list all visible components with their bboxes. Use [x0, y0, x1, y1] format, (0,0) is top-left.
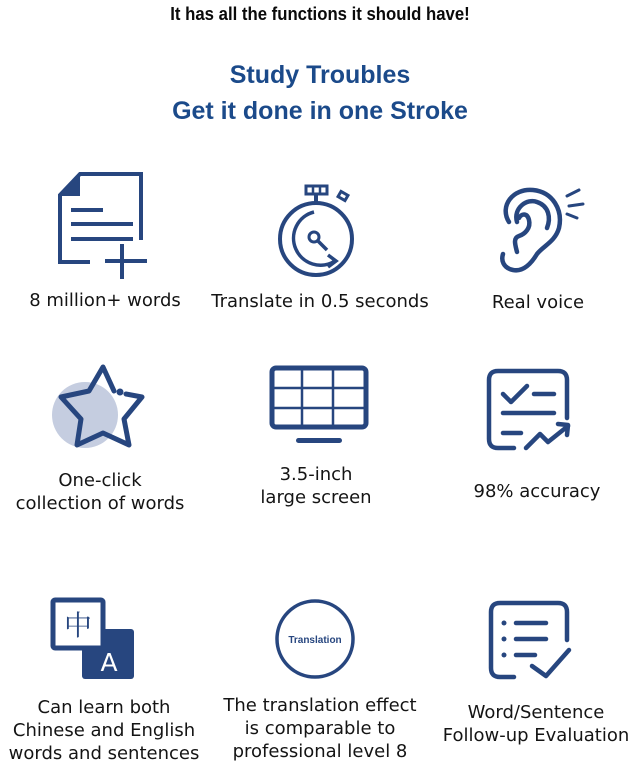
- checklist-trend-icon: [486, 368, 572, 452]
- feature-label: The translation effect is comparable to professional level 8: [223, 695, 417, 762]
- feature-follow-up-evaluation: [430, 590, 640, 767]
- svg-text:Translation: Translation: [288, 635, 342, 646]
- svg-text:A: A: [100, 648, 118, 677]
- feature-label: Can learn both Chinese and English words and sentences: [8, 697, 200, 764]
- chinese-english-icon: [50, 597, 136, 681]
- headline: It has all the functions it should have!: [170, 4, 470, 24]
- feature-large-screen: [210, 355, 430, 525]
- stopwatch-icon: [278, 182, 368, 278]
- feature-label: Word/Sentence Follow-up Evaluation: [442, 702, 630, 746]
- document-add-icon: [55, 170, 150, 280]
- star-icon: [50, 361, 150, 453]
- feature-chinese-english: [0, 590, 210, 767]
- feature-collection: [0, 355, 210, 525]
- feature-translate-speed: [210, 160, 430, 320]
- evaluation-list-icon: [488, 600, 572, 680]
- feature-translation-quality: [210, 590, 430, 767]
- feature-words: [0, 160, 210, 320]
- title-line-2: Get it done in one Stroke: [172, 97, 468, 125]
- feature-label: Translate in 0.5 seconds: [211, 291, 429, 312]
- ear-icon: [497, 184, 587, 276]
- title-line-1: Study Troubles: [229, 61, 411, 89]
- feature-label: 3.5-inch large screen: [260, 464, 372, 508]
- svg-text:中: 中: [63, 609, 93, 642]
- feature-label: 98% accuracy: [473, 481, 601, 502]
- monitor-icon: [269, 365, 369, 447]
- feature-real-voice: [430, 160, 640, 320]
- translation-badge-icon: [274, 598, 356, 680]
- feature-label: Real voice: [491, 292, 585, 313]
- feature-label: One-click collection of words: [15, 470, 185, 514]
- feature-label: 8 million+ words: [29, 290, 181, 311]
- feature-accuracy: [430, 355, 640, 525]
